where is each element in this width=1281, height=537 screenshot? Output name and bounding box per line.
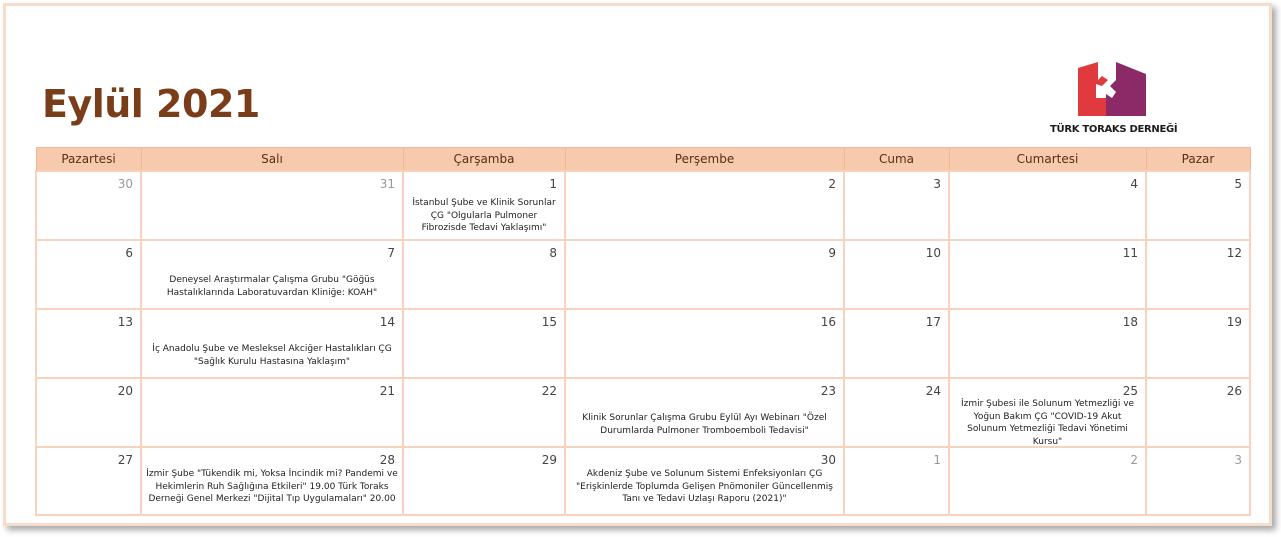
- day-number: 16: [820, 315, 836, 329]
- day-cell[interactable]: [36, 447, 141, 515]
- day-number: 30: [820, 453, 836, 467]
- day-number: 5: [1234, 177, 1242, 191]
- day-number: 12: [1226, 246, 1242, 260]
- day-cell[interactable]: [36, 309, 141, 378]
- day-cell[interactable]: [844, 171, 949, 240]
- day-cell[interactable]: [141, 378, 403, 447]
- day-cell[interactable]: [36, 378, 141, 447]
- day-number: 14: [379, 315, 395, 329]
- day-cell[interactable]: [403, 378, 565, 447]
- day-number: 2: [1130, 453, 1138, 467]
- day-cell[interactable]: [36, 240, 141, 309]
- day-number: 26: [1226, 384, 1242, 398]
- day-number: 1: [933, 453, 941, 467]
- day-cell[interactable]: [403, 171, 565, 240]
- day-number: 24: [925, 384, 941, 398]
- day-number: 28: [379, 453, 395, 467]
- day-number: 25: [1122, 384, 1138, 398]
- day-cell[interactable]: [949, 309, 1146, 378]
- day-cell[interactable]: [949, 378, 1146, 447]
- day-cell[interactable]: [141, 240, 403, 309]
- calendar-event[interactable]: Klinik Sorunlar Çalışma Grubu Eylül Ayı Webinarı "Özel Durumlarda Pulmoner Tromboemboli Tedavisi": [582, 413, 827, 436]
- day-number: 30: [117, 177, 133, 191]
- day-number: 27: [117, 453, 133, 467]
- day-cell[interactable]: [844, 309, 949, 378]
- day-cell[interactable]: [844, 240, 949, 309]
- day-cell[interactable]: [844, 447, 949, 515]
- day-number: 13: [117, 315, 133, 329]
- day-cell[interactable]: [949, 447, 1146, 515]
- weekday-header: Çarşamba: [403, 148, 565, 172]
- day-cell[interactable]: [949, 171, 1146, 240]
- weekday-header-row: [36, 148, 1250, 172]
- day-number: 1: [549, 177, 557, 191]
- day-number: 3: [1234, 453, 1242, 467]
- day-cell[interactable]: [565, 378, 844, 447]
- day-cell[interactable]: [403, 240, 565, 309]
- day-number: 4: [1130, 177, 1138, 191]
- day-cell[interactable]: [403, 447, 565, 515]
- day-cell[interactable]: [141, 447, 403, 515]
- week-row: [36, 447, 1250, 515]
- calendar-event[interactable]: İzmir Şube "Tükendik mi, Yoksa İncindik mi? Pandemi ve Hekimlerin Ruh Sağlığına Etkileri" 19.00 Türk Toraks Derneği Genel Merkezi "Dijital Tıp Uygulamaları" 20.00: [146, 469, 398, 504]
- day-cell[interactable]: [141, 171, 403, 240]
- week-row: [36, 171, 1250, 240]
- day-cell[interactable]: [565, 240, 844, 309]
- day-number: 17: [925, 315, 941, 329]
- calendar-event[interactable]: İç Anadolu Şube ve Mesleksel Akciğer Hastalıkları ÇG "Sağlık Kurulu Hastasına Yaklaşım": [152, 344, 392, 367]
- day-cell[interactable]: [403, 309, 565, 378]
- day-cell[interactable]: [141, 309, 403, 378]
- calendar-event[interactable]: İzmir Şubesi ile Solunum Yetmezliği ve Yoğun Bakım ÇG "COVID-19 Akut Solunum Yetmezliği Tedavi Yönetimi Kursu": [960, 399, 1135, 447]
- weekday-header: Salı: [141, 148, 403, 172]
- day-cell[interactable]: [1146, 447, 1250, 515]
- weekday-header: Pazar: [1146, 148, 1250, 172]
- day-number: 22: [541, 384, 557, 398]
- day-cell[interactable]: [565, 171, 844, 240]
- day-number: 3: [933, 177, 941, 191]
- day-number: 7: [387, 246, 395, 260]
- day-cell[interactable]: [565, 309, 844, 378]
- day-cell[interactable]: [1146, 309, 1250, 378]
- day-number: 6: [125, 246, 133, 260]
- week-row: [36, 309, 1250, 378]
- day-cell[interactable]: [844, 378, 949, 447]
- day-number: 31: [379, 177, 395, 191]
- weekday-header: Pazartesi: [36, 148, 141, 172]
- day-number: 29: [541, 453, 557, 467]
- day-number: 15: [541, 315, 557, 329]
- week-row: [36, 240, 1250, 309]
- day-number: 2: [828, 177, 836, 191]
- day-number: 21: [379, 384, 395, 398]
- logo-text: TÜRK TORAKS DERNEĞİ: [1050, 124, 1178, 135]
- weekday-header: Cumartesi: [949, 148, 1146, 172]
- day-cell[interactable]: [1146, 171, 1250, 240]
- day-number: 19: [1226, 315, 1242, 329]
- day-number: 18: [1122, 315, 1138, 329]
- day-number: 11: [1122, 246, 1138, 260]
- calendar-event[interactable]: Akdeniz Şube ve Solunum Sistemi Enfeksiyonları ÇG "Erişkinlerde Toplumda Gelişen Pnömoniler Güncellenmiş Tanı ve Tedavi Uzlaşı Raporu (2021)": [576, 469, 833, 504]
- month-title: Eylül 2021: [42, 82, 260, 126]
- week-row: [36, 378, 1250, 447]
- calendar-event[interactable]: İstanbul Şube ve Klinik Sorunlar ÇG "Olgularla Pulmoner Fibrozisde Tedavi Yaklaşımı": [412, 198, 556, 233]
- day-number: 10: [925, 246, 941, 260]
- day-number: 8: [549, 246, 557, 260]
- day-number: 23: [820, 384, 836, 398]
- day-cell[interactable]: [949, 240, 1146, 309]
- weekday-header: Cuma: [844, 148, 949, 172]
- calendar-grid: [35, 147, 1251, 516]
- day-number: 20: [117, 384, 133, 398]
- day-cell[interactable]: [565, 447, 844, 515]
- calendar-event[interactable]: Deneysel Araştırmalar Çalışma Grubu "Göğüs Hastalıklarında Laboratuvardan Kliniğe: KOAH": [166, 275, 378, 298]
- day-number: 9: [828, 246, 836, 260]
- weekday-header: Perşembe: [565, 148, 844, 172]
- logo-mark-icon: [1050, 58, 1174, 122]
- day-cell[interactable]: [1146, 240, 1250, 309]
- day-cell[interactable]: [36, 171, 141, 240]
- day-cell[interactable]: [1146, 378, 1250, 447]
- turk-toraks-dernegi-logo: [1050, 58, 1178, 140]
